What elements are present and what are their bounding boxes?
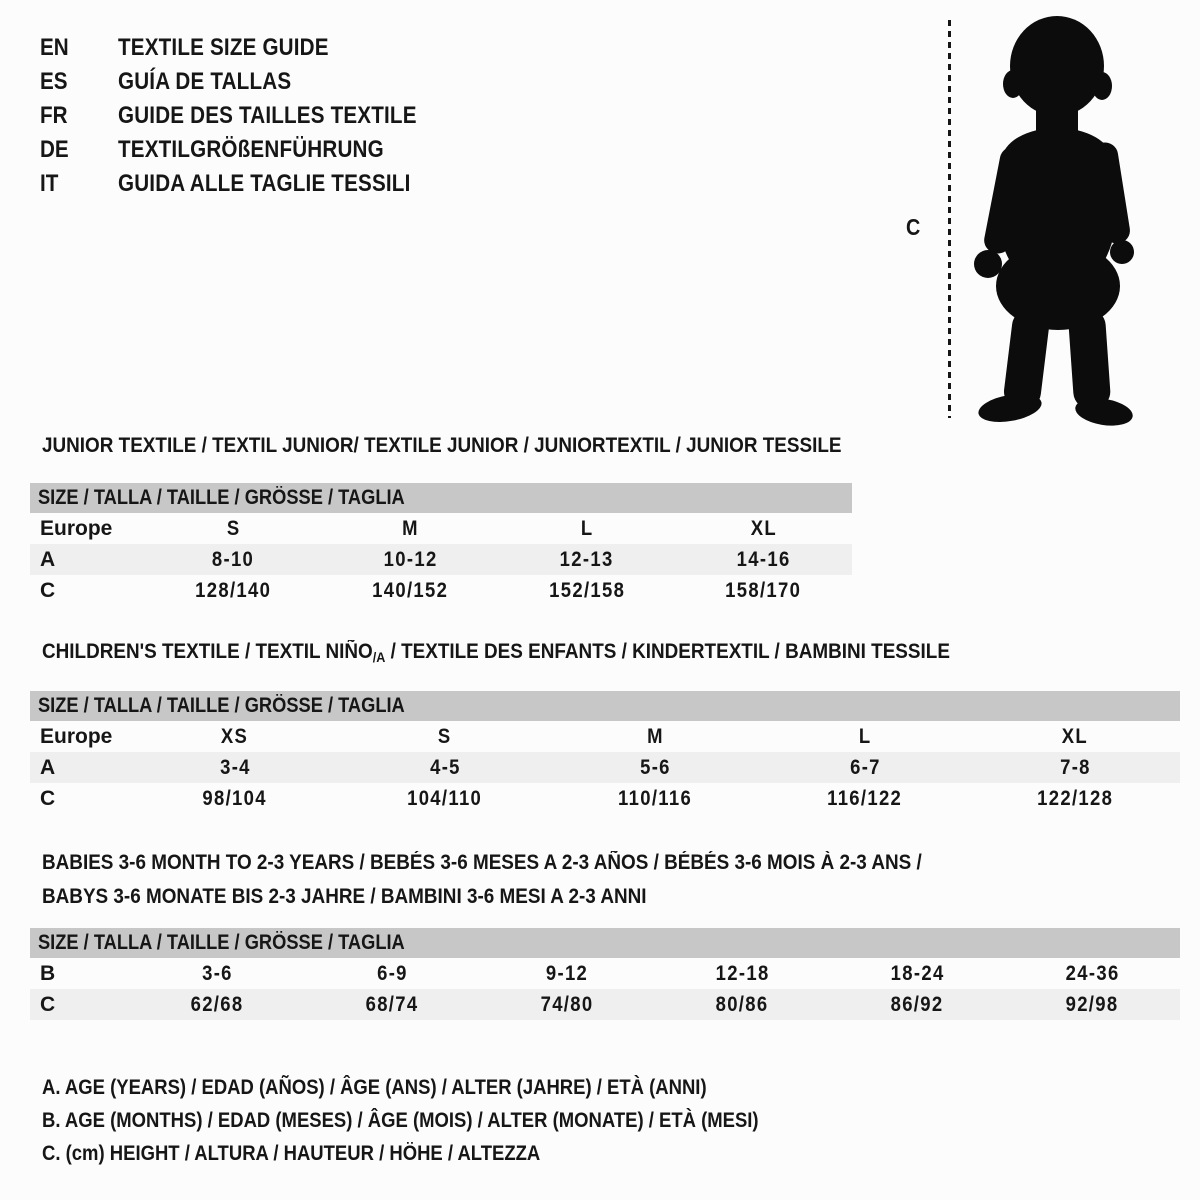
babies-section-title-line2: BABYS 3-6 MONATE BIS 2-3 JAHRE / BAMBINI 3-6 MESI A 2-3 ANNI xyxy=(42,885,647,908)
height-cell: 128/140 xyxy=(195,579,272,602)
months-cell: 12-18 xyxy=(715,962,770,985)
height-cell: 152/158 xyxy=(548,579,625,602)
row-label: A xyxy=(40,756,56,779)
size-header-band: SIZE / TALLA / TAILLE / GRÖSSE / TAGLIA xyxy=(30,691,1180,721)
guide-title-fr: GUIDE DES TAILLES TEXTILE xyxy=(118,102,417,129)
table-row-europe xyxy=(30,513,852,544)
size-cell: XS xyxy=(221,725,249,748)
language-code: FR xyxy=(40,102,68,129)
age-cell: 14-16 xyxy=(736,548,791,571)
language-row-en xyxy=(40,31,465,65)
language-title-list xyxy=(40,31,465,201)
row-label: B xyxy=(40,962,56,985)
age-cell: 12-13 xyxy=(559,548,614,571)
table-row-europe xyxy=(30,721,1180,752)
height-cell: 80/86 xyxy=(716,993,769,1016)
height-measure-label: C xyxy=(906,214,921,240)
height-cell: 140/152 xyxy=(372,579,449,602)
size-cell: S xyxy=(438,725,452,748)
row-label: C xyxy=(40,993,56,1016)
height-cell: 116/122 xyxy=(827,787,903,810)
height-cell: 92/98 xyxy=(1066,993,1119,1016)
months-cell: 3-6 xyxy=(202,962,233,985)
language-code: DE xyxy=(40,136,69,163)
guide-title-en: TEXTILE SIZE GUIDE xyxy=(118,34,329,61)
language-code: ES xyxy=(40,68,68,95)
height-cell: 158/170 xyxy=(725,579,802,602)
size-cell: S xyxy=(226,517,241,540)
height-cell: 122/128 xyxy=(1036,787,1114,810)
guide-title-de: TEXTILGRÖßENFÜHRUNG xyxy=(118,136,384,163)
language-row-fr xyxy=(40,99,465,133)
table-row-height xyxy=(30,783,1180,814)
row-label: C xyxy=(40,787,56,810)
babies-size-table xyxy=(30,928,1180,1020)
row-label: Europe xyxy=(40,517,113,540)
junior-size-table xyxy=(30,483,852,606)
children-section-title: CHILDREN'S TEXTILE / TEXTIL $NIÑO_{/A}$ / TEXTILE DES ENFANTS / KINDERTEXTIL / BAMBINI TESSILE xyxy=(42,640,950,665)
size-cell: L xyxy=(858,725,872,748)
table-row-height xyxy=(30,989,1180,1020)
nino-a-subscript: /A xyxy=(372,649,386,665)
legend-height-cm: C. (cm) HEIGHT / ALTURA / HAUTEUR / HÖHE / ALTEZZA xyxy=(42,1142,541,1165)
row-label: C xyxy=(40,579,56,602)
language-code: IT xyxy=(40,170,59,197)
size-header-band: SIZE / TALLA / TAILLE / GRÖSSE / TAGLIA xyxy=(30,928,1180,958)
size-cell: M xyxy=(646,725,664,748)
size-cell: XL xyxy=(750,517,777,540)
language-row-es xyxy=(40,65,465,99)
size-header-band: SIZE / TALLA / TAILLE / GRÖSSE / TAGLIA xyxy=(30,483,852,513)
size-cell: XL xyxy=(1061,725,1089,748)
children-size-table xyxy=(30,691,1180,814)
legend-age-years: A. AGE (YEARS) / EDAD (AÑOS) / ÂGE (ANS) / ALTER (JAHRE) / ETÀ (ANNI) xyxy=(42,1076,707,1099)
age-cell: 5-6 xyxy=(639,756,671,779)
months-cell: 18-24 xyxy=(890,962,945,985)
junior-section-title: JUNIOR TEXTILE / TEXTIL JUNIOR/ TEXTILE JUNIOR / JUNIORTEXTIL / JUNIOR TESSILE xyxy=(42,434,842,457)
age-cell: 3-4 xyxy=(219,756,251,779)
height-cell: 86/92 xyxy=(891,993,944,1016)
table-row-height xyxy=(30,575,852,606)
guide-title-it: GUIDA ALLE TAGLIE TESSILI xyxy=(118,170,411,197)
age-cell: 6-7 xyxy=(849,756,881,779)
language-row-it xyxy=(40,167,465,201)
height-cell: 68/74 xyxy=(366,993,419,1016)
height-cell: 104/110 xyxy=(407,787,483,810)
size-cell: L xyxy=(580,517,594,540)
language-code: EN xyxy=(40,34,69,61)
size-cell: M xyxy=(401,517,419,540)
table-row-age xyxy=(30,752,1180,783)
months-cell: 24-36 xyxy=(1065,962,1120,985)
months-cell: 6-9 xyxy=(377,962,408,985)
age-cell: 10-12 xyxy=(383,548,438,571)
age-cell: 8-10 xyxy=(212,548,255,571)
age-cell: 7-8 xyxy=(1059,756,1091,779)
months-cell: 9-12 xyxy=(546,962,589,985)
language-row-de xyxy=(40,133,465,167)
height-dashed-line xyxy=(948,20,951,418)
toddler-silhouette-icon xyxy=(958,14,1158,426)
row-label: A xyxy=(40,548,56,571)
babies-section-title-line1: BABIES 3-6 MONTH TO 2-3 YEARS / BEBÉS 3-6 MESES A 2-3 AÑOS / BÉBÉS 3-6 MOIS À 2-3 ANS / xyxy=(42,851,922,874)
legend-age-months: B. AGE (MONTHS) / EDAD (MESES) / ÂGE (MOIS) / ALTER (MONATE) / ETÀ (MESI) xyxy=(42,1109,759,1132)
guide-title-es: GUÍA DE TALLAS xyxy=(118,68,292,95)
height-cell: 74/80 xyxy=(541,993,594,1016)
table-row-months xyxy=(30,958,1180,989)
height-cell: 110/116 xyxy=(617,787,693,810)
table-row-age xyxy=(30,544,852,575)
row-label: Europe xyxy=(40,725,113,748)
height-cell: 62/68 xyxy=(191,993,244,1016)
age-cell: 4-5 xyxy=(429,756,461,779)
height-cell: 98/104 xyxy=(202,787,268,810)
